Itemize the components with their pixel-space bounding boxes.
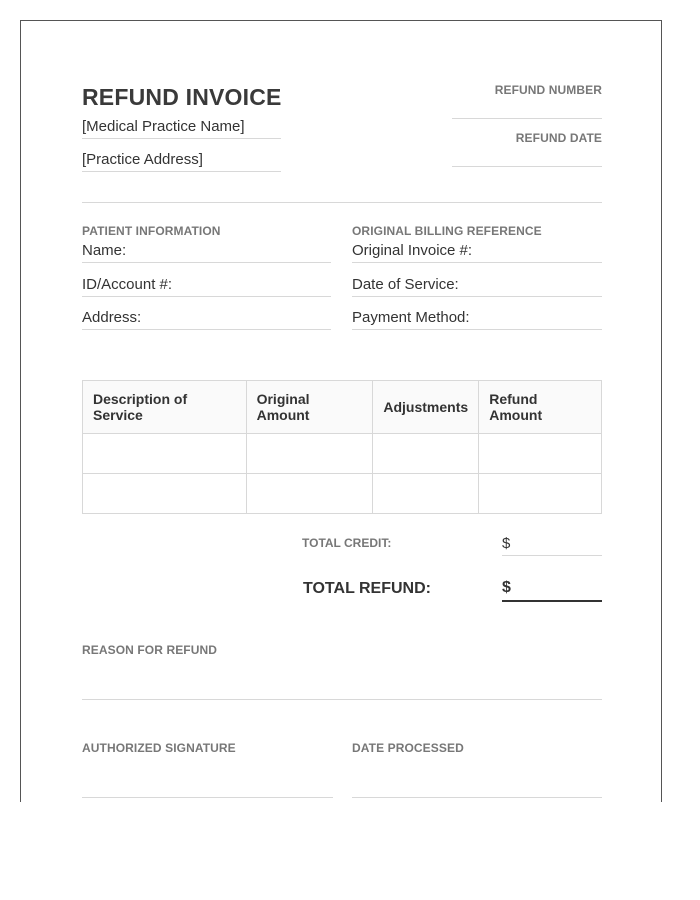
table-cell[interactable] — [246, 434, 373, 474]
total-credit-field[interactable] — [502, 535, 602, 556]
date-of-service-label: Date of Service: — [352, 276, 459, 293]
payment-method-field[interactable] — [352, 309, 602, 330]
signature-label: AUTHORIZED SIGNATURE — [82, 741, 236, 755]
table-cell[interactable] — [479, 434, 602, 474]
practice-address-field[interactable] — [82, 151, 281, 172]
table-cell[interactable] — [83, 434, 247, 474]
original-invoice-label: Original Invoice #: — [352, 242, 473, 259]
column-header-original-amount: Original Amount — [246, 381, 373, 434]
table-header-row — [83, 381, 602, 434]
header-divider — [82, 202, 602, 203]
reason-label: REASON FOR REFUND — [82, 643, 218, 657]
patient-address-label: Address: — [82, 309, 142, 326]
total-credit-label: TOTAL CREDIT: — [302, 536, 392, 550]
practice-name-field[interactable] — [82, 118, 281, 139]
reason-field[interactable] — [82, 699, 602, 700]
signature-field[interactable] — [82, 797, 333, 798]
date-of-service-field[interactable] — [352, 276, 602, 297]
practice-name-text: [Medical Practice Name] — [82, 118, 245, 135]
date-processed-label: DATE PROCESSED — [352, 741, 464, 755]
patient-name-label: Name: — [82, 242, 127, 259]
billing-section-label: ORIGINAL BILLING REFERENCE — [352, 224, 542, 238]
table-cell[interactable] — [373, 474, 479, 514]
page-title: REFUND INVOICE — [82, 84, 282, 110]
table-cell[interactable] — [479, 474, 602, 514]
table-cell[interactable] — [373, 434, 479, 474]
refund-number-label: REFUND NUMBER — [494, 83, 602, 97]
refund-number-field[interactable] — [452, 118, 602, 119]
patient-name-field[interactable] — [82, 242, 331, 263]
table-cell[interactable] — [83, 474, 247, 514]
patient-id-label: ID/Account #: — [82, 276, 173, 293]
total-refund-label: TOTAL REFUND: — [303, 580, 431, 597]
column-header-description: Description of Service — [83, 381, 247, 434]
invoice-page — [20, 20, 662, 802]
refund-date-field[interactable] — [452, 166, 602, 167]
column-header-adjustments: Adjustments — [373, 381, 479, 434]
table-row — [83, 434, 602, 474]
payment-method-label: Payment Method: — [352, 309, 470, 326]
patient-id-field[interactable] — [82, 276, 331, 297]
original-invoice-field[interactable] — [352, 242, 602, 263]
table-cell[interactable] — [246, 474, 373, 514]
column-header-refund-amount: Refund Amount — [479, 381, 602, 434]
patient-address-field[interactable] — [82, 309, 331, 330]
table-row — [83, 474, 602, 514]
refund-date-label: REFUND DATE — [515, 131, 602, 145]
total-refund-field[interactable] — [502, 600, 602, 602]
patient-section-label: PATIENT INFORMATION — [82, 224, 221, 238]
total-refund-currency: $ — [502, 579, 511, 596]
date-processed-field[interactable] — [352, 797, 602, 798]
practice-address-text: [Practice Address] — [82, 151, 203, 168]
refund-items-table — [82, 380, 602, 514]
total-credit-currency: $ — [502, 535, 511, 552]
